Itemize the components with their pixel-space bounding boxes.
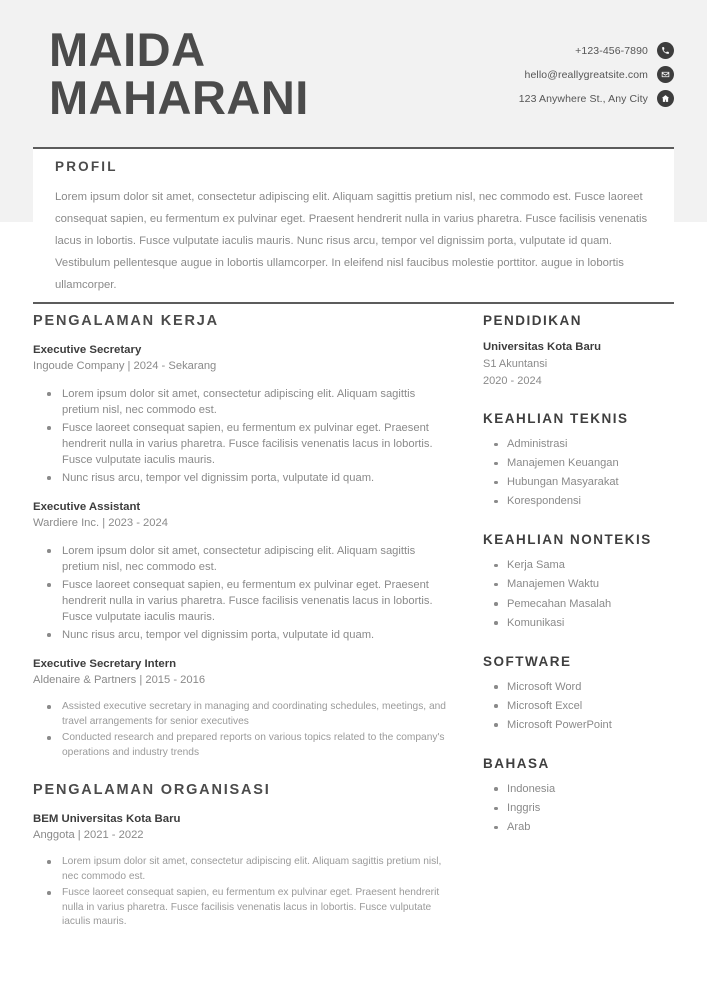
software-heading: SOFTWARE (483, 653, 572, 669)
languages-section (483, 756, 683, 837)
soft-skills-section (483, 532, 683, 632)
software-list (490, 678, 683, 735)
header-divider (33, 147, 674, 149)
organization-title: BEM Universitas Kota Baru (33, 813, 181, 826)
job-title: Executive Secretary (33, 344, 142, 356)
first-name: MAIDA (49, 23, 206, 76)
organization-meta: Anggota | 2021 - 2022 (33, 829, 144, 842)
list-item: Fusce laoreet consequat sapien, eu fermentum ex pulvinar eget. Praesent hendrerit nulla in varius pharetra. Fusce facilisis venenatis lacus in lobortis. Fusce vulputate iaculis mauris. (41, 420, 453, 468)
organization-bullets (41, 855, 453, 929)
home-icon (657, 90, 674, 107)
contact-phone-text: +123-456-7890 (575, 44, 648, 57)
profile-divider (33, 302, 674, 304)
profile-heading: PROFIL (55, 159, 118, 174)
last-name: MAHARANI (49, 71, 309, 125)
organization-heading: PENGALAMAN ORGANISASI (33, 782, 271, 799)
work-entry (33, 344, 453, 486)
list-item: Korespondensi (490, 492, 683, 511)
languages-heading: BAHASA (483, 755, 550, 771)
organization-section (33, 782, 453, 929)
list-item: Microsoft Word (490, 678, 683, 697)
list-item: Hubungan Masyarakat (490, 473, 683, 492)
soft-skills-heading: KEAHLIAN NONTEKIS (483, 532, 652, 548)
soft-skills-list (490, 556, 683, 632)
education-years: 2020 - 2024 (483, 375, 542, 388)
profile-section (33, 159, 674, 296)
left-column (33, 313, 453, 932)
list-item: Lorem ipsum dolor sit amet, consectetur adipiscing elit. Aliquam sagittis pretium nisl, nec commodo est. (41, 855, 453, 884)
profile-text: Lorem ipsum dolor sit amet, consectetur adipiscing elit. Aliquam sagittis pretium nisl, nec commodo est. Fusce laoreet consequat sapien, eu fermentum ex pulvinar eget. Praesent hendrerit nulla in varius pharetra. Fusce facilisis venenatis lacus in lobortis. Fusce vulputate iaculis mauris. Nunc risus arcu, tempor vel dignissim porta, vulputate id quam. Vestibulum pellentesque augue in lobortis ullamcorper. In eleifend nisl faucibus molestie porttitor. augue in lobortis ullamcorper. (55, 191, 648, 292)
list-item: Fusce laoreet consequat sapien, eu fermentum ex pulvinar eget. Praesent hendrerit nulla in varius pharetra. Fusce facilisis venenatis lacus in lobortis. Fusce vulputate iaculis mauris. (41, 886, 453, 929)
list-item: Pemecahan Masalah (490, 595, 683, 614)
job-bullets (41, 700, 453, 760)
technical-skills-heading: KEAHLIAN TEKNIS (483, 411, 629, 427)
work-section (33, 313, 453, 760)
list-item: Arab (490, 818, 683, 837)
list-item: Assisted executive secretary in managing and coordinating schedules, meetings, and travel arrangements for senior executives (41, 700, 453, 729)
work-entry (33, 658, 453, 760)
contact-email-text: hello@reallygreatsite.com (524, 68, 648, 81)
list-item: Lorem ipsum dolor sit amet, consectetur adipiscing elit. Aliquam sagittis pretium nisl, nec commodo est. (41, 543, 453, 575)
work-entry (33, 501, 453, 643)
technical-skills-list (490, 435, 683, 511)
list-item: Lorem ipsum dolor sit amet, consectetur adipiscing elit. Aliquam sagittis pretium nisl, nec commodo est. (41, 386, 453, 418)
job-bullets (41, 543, 453, 643)
list-item: Nunc risus arcu, tempor vel dignissim porta, vulputate id quam. (41, 627, 453, 643)
list-item: Nunc risus arcu, tempor vel dignissim porta, vulputate id quam. (41, 470, 453, 486)
contact-address-text: 123 Anywhere St., Any City (518, 92, 648, 105)
envelope-icon (657, 66, 674, 83)
work-heading: PENGALAMAN KERJA (33, 313, 219, 329)
right-column (483, 313, 683, 837)
list-item: Komunikasi (490, 614, 683, 633)
job-meta: Wardiere Inc. | 2023 - 2024 (33, 517, 168, 530)
list-item: Administrasi (490, 435, 683, 454)
job-meta: Aldenaire & Partners | 2015 - 2016 (33, 674, 206, 687)
organization-entry (33, 813, 453, 929)
list-item: Microsoft PowerPoint (490, 716, 683, 735)
list-item: Conducted research and prepared reports on various topics related to the company's operations and industry trends (41, 731, 453, 760)
contact-address[interactable] (519, 90, 674, 107)
contact-email[interactable] (525, 66, 674, 83)
software-section (483, 654, 683, 735)
resume-header (0, 0, 707, 148)
list-item: Inggris (490, 799, 683, 818)
job-bullets (41, 386, 453, 486)
technical-skills-section (483, 411, 683, 511)
resume-body (0, 313, 707, 1000)
education-degree: S1 Akuntansi (483, 358, 548, 370)
contact-phone[interactable] (575, 42, 674, 59)
list-item: Microsoft Excel (490, 697, 683, 716)
list-item: Kerja Sama (490, 556, 683, 575)
job-meta: Ingoude Company | 2024 - Sekarang (33, 360, 217, 372)
list-item: Manajemen Waktu (490, 575, 683, 594)
education-heading: PENDIDIKAN (483, 313, 583, 328)
education-section (483, 313, 683, 390)
phone-icon (657, 42, 674, 59)
job-title: Executive Assistant (33, 501, 141, 514)
education-school: Universitas Kota Baru (483, 341, 602, 353)
page-title (49, 23, 309, 125)
list-item: Manajemen Keuangan (490, 454, 683, 473)
job-title: Executive Secretary Intern (33, 658, 177, 671)
languages-list (490, 780, 683, 837)
contact-list (519, 42, 674, 107)
list-item: Fusce laoreet consequat sapien, eu fermentum ex pulvinar eget. Praesent hendrerit nulla in varius pharetra. Fusce facilisis venenatis lacus in lobortis. Fusce vulputate iaculis mauris. (41, 577, 453, 625)
list-item: Indonesia (490, 780, 683, 799)
